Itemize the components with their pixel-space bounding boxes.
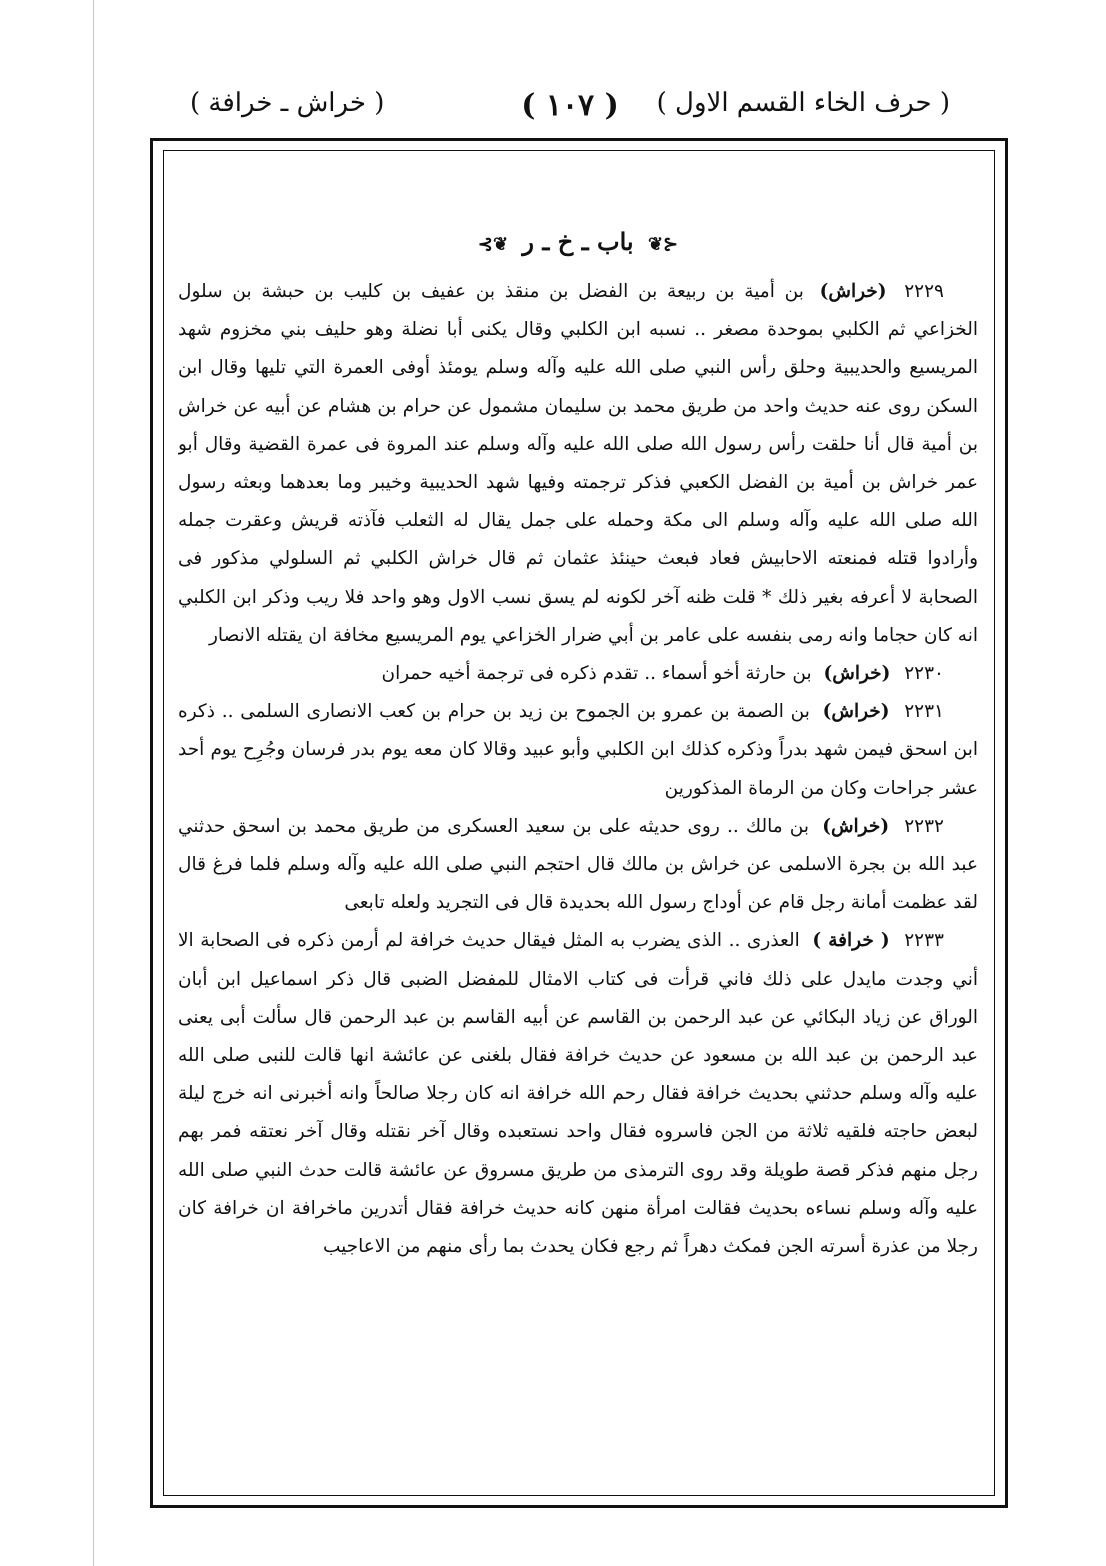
page-header bbox=[190, 88, 950, 138]
entry-name: (خراش) bbox=[823, 663, 891, 685]
entry-text: العذرى .. الذى يضرب به المثل فيقال حديث خرافة لم أرمن ذكره فى الصحابة الا أني وجدت مايدل على ذلك فاني قرأت فى كتاب الامثال للمفضل الضبى قال ذكر اسماعيل ابن أبان الوراق عن زياد البكائي عن عبد الرحمن بن القاسم عن أبيه القاسم بن عبد الرحمن قال سألت أبى يعنى عبد الرحمن بن عبد الله بن مسعود عن حديث خرافة فقال بلغنى عن عائشة انها قالت للنبى صلى الله عليه وآله وسلم حدثني بحديث خرافة فقال رحم الله خرافة انه كان رجلا صالحاً وانه أخبرنى انه خرج ليلة لبعض حاجته فلقيه ثلاثة من الجن فاسروه فقال واحد نستعبده وقال آخر نقتله وقال آخر نعتقه فمر بهم رجل منهم فذكر قصة طويلة وقد روى الترمذى من طريق مسروق عن عائشة قالت حدث النبي صلى الله عليه وآله وسلم نساءه بحديث فقالت امرأة منهن كانه حديث خرافة فقال أتدرين ماخرافة ان خرافة كان رجلا من عذرة أسرته الجن فمكث دهراً ثم رجع فكان يحدث بما رأى منهم من الاعاجيب bbox=[178, 930, 978, 1258]
entry bbox=[178, 655, 978, 693]
entry-number: ٢٢٣٠ bbox=[904, 663, 944, 685]
entry-number: ٢٢٣٢ bbox=[904, 815, 944, 837]
chapter-title: باب ـ خ ـ ر bbox=[522, 227, 634, 256]
entry bbox=[178, 273, 978, 655]
page-body bbox=[178, 222, 978, 1490]
entry-number: ٢٢٢٩ bbox=[904, 281, 944, 302]
entry-text: بن أمية بن ربيعة بن الفضل بن منقذ بن عفيف بن كليب بن حبشة بن سلول الخزاعي ثم الكلبي بموحدة مصغر .. نسبه ابن الكلبي وقال يكنى أبا نضلة وهو حليف بني مخزوم شهد المريسيع والحديبية وحلق رأس النبي صلى الله عليه وآله وسلم يومئذ أوفى العمرة التي تليها وقال ابن السكن روى عنه حديث واحد من طريق محمد بن سليمان مشمول عن حرام بن هشام عن أبيه عن خراش بن أمية قال أنا حلقت رأس رسول الله صلى الله عليه وآله وسلم عند المروة فى عمرة القضية وقال أبو عمر خراش بن أمية بن الفضل الكعبي فذكر ترجمته وفيها شهد الحديبية وخيبر وما بعدهما وبعثه رسول الله صلى الله عليه وآله وسلم الى مكة وحمله على جمل يقال له الثعلب فآذته قريش وعقرت جمله وأرادوا قتله فمنعته الاحابيش فعاد فبعث حينئذ عثمان ثم قال خراش الكلبي ثم السلولي مذكور فى الصحابة لا أعرفه بغير ذلك * قلت ظنه آخر لكونه لم يسق نسب الاول وهو واحد فلا ريب وذكر ابن الكلبي انه كان حجاما وانه رمى بنفسه على عامر بن أبي ضرار الخزاعي يوم المريسيع مخافة ان يقتله الانصار bbox=[178, 281, 978, 646]
scan-edge-line bbox=[93, 0, 94, 1566]
page-number: ( ١٠٧ ) bbox=[521, 88, 619, 123]
ornament-left-icon: ⊰❦ bbox=[647, 234, 679, 255]
entry bbox=[178, 693, 978, 808]
entry bbox=[178, 922, 978, 1266]
entry-number: ٢٢٣١ bbox=[904, 701, 944, 723]
entry-text: بن مالك .. روى حديثه على بن سعيد العسكرى من طريق محمد بن اسحق حدثني عبد الله بن بجرة الاسلمى عن خراش بن مالك قال احتجم النبي صلى الله عليه وآله وسلم فلما فرغ قال لقد عظمت أمانة رجل قام عن أوداج رسول الله بحديدة قال فى التجريد ولعله تابعى bbox=[178, 815, 978, 914]
entry bbox=[178, 808, 978, 923]
entry-number: ٢٢٣٣ bbox=[904, 930, 944, 952]
header-entry-range: ( خراش ـ خرافة ) bbox=[190, 88, 385, 118]
entry-name: ( خرافة ) bbox=[812, 930, 890, 952]
entry-name: (خراش) bbox=[819, 281, 887, 302]
entry-name: (خراش) bbox=[822, 701, 890, 723]
entry-text: بن الصمة بن عمرو بن الجموح بن زيد بن حرام بن كعب الانصارى السلمى .. ذكره ابن اسحق فيمن شهد بدراً وذكره كذلك ابن الكلبي وأبو عبيد وقالا كان معه يوم بدر فرسان وجُرِح يوم أحد عشر جراحات وكان من الرماة المذكورين bbox=[178, 701, 978, 799]
header-section-title: ( حرف الخاء القسم الاول ) bbox=[656, 88, 950, 118]
chapter-heading bbox=[178, 222, 978, 265]
ornament-right-icon: ❦⊱ bbox=[477, 234, 509, 255]
entry-text: بن حارثة أخو أسماء .. تقدم ذكره فى ترجمة أخيه حمران bbox=[381, 663, 812, 685]
entry-name: (خراش) bbox=[822, 815, 890, 837]
